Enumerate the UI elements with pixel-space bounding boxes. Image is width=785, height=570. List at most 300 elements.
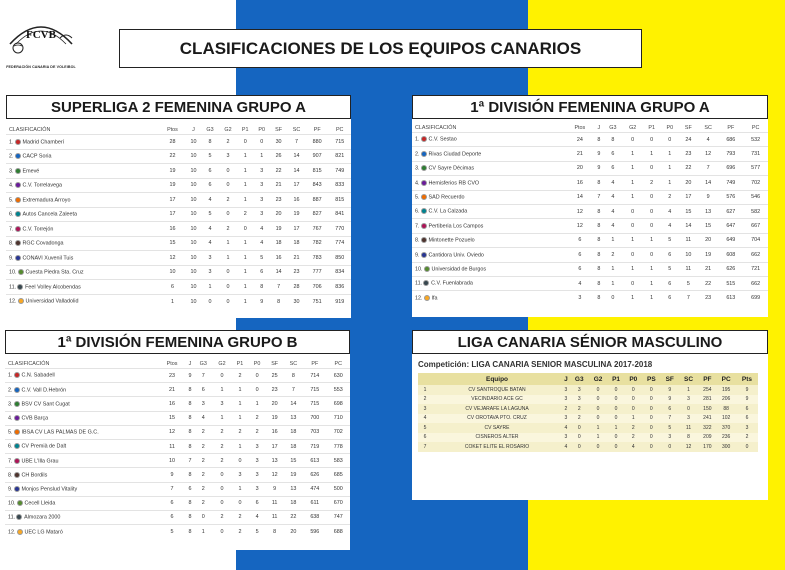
team-cell — [5, 510, 158, 524]
stat-cell: 702 — [743, 176, 768, 190]
stat-cell: 611 — [303, 496, 326, 510]
stat-cell: 3 — [194, 397, 213, 411]
team-cell — [5, 397, 158, 411]
table-row[interactable] — [6, 265, 351, 280]
column-header-team: CLASIFICACIÓN — [9, 126, 51, 133]
stat-cell: 3 — [736, 423, 758, 433]
stat-cell: 28 — [287, 280, 306, 295]
position: 3 — [418, 404, 432, 414]
table-header — [412, 123, 768, 133]
team-name: Monjos Penslud Vitality — [21, 486, 78, 493]
stat-cell: 3 — [562, 385, 570, 395]
table-row[interactable] — [5, 425, 350, 439]
stat-cell: 0 — [219, 178, 237, 193]
stat-cell: 15 — [698, 219, 719, 233]
stat-cell: 24 — [565, 133, 595, 147]
stat-cell: 1 — [643, 291, 661, 305]
stat-cell: 19 — [284, 468, 304, 482]
stat-cell: 370 — [716, 423, 736, 433]
team-shield-icon — [15, 197, 21, 203]
table-row[interactable] — [412, 233, 768, 247]
stat-cell: 0 — [213, 496, 232, 510]
stat-cell: 6 — [603, 147, 623, 161]
team-shield-icon — [424, 295, 430, 301]
table-row[interactable] — [5, 411, 350, 425]
stat-cell: 1 — [237, 251, 253, 266]
table-row[interactable] — [5, 383, 350, 397]
stat-cell: 2 — [736, 433, 758, 443]
stat-cell: 0 — [607, 385, 624, 395]
standings-table-canaria — [418, 373, 758, 452]
stat-cell: 8 — [270, 294, 287, 309]
stat-cell: 1 — [231, 411, 248, 425]
stat-cell: 778 — [327, 439, 350, 453]
stat-cell: 2 — [213, 510, 232, 524]
stat-cell: 23 — [270, 193, 287, 208]
stat-cell: 1 — [623, 262, 643, 276]
stat-cell: 1 — [231, 383, 248, 397]
stat-cell: 1 — [194, 525, 213, 539]
table-row[interactable] — [418, 423, 758, 433]
stat-cell: 0 — [570, 433, 589, 443]
stat-cell: 23 — [158, 369, 186, 383]
logo-subtitle: FEDERACIÓN CANARIA DE VOLEIBOL — [6, 65, 76, 69]
stat-cell: 1 — [213, 411, 232, 425]
logo-text: FCVB — [26, 29, 56, 41]
stat-cell: 21 — [565, 147, 595, 161]
stat-cell: 0 — [607, 433, 624, 443]
stat-cell: 30 — [270, 135, 287, 150]
stat-cell: 17 — [159, 193, 186, 208]
table-row[interactable] — [5, 454, 350, 468]
stat-cell: 1 — [679, 385, 699, 395]
stat-cell: 685 — [327, 468, 350, 482]
team-cell — [6, 193, 159, 208]
panel-primera-b — [5, 330, 350, 550]
column-header: G2 — [218, 360, 226, 367]
stat-cell: 9 — [595, 161, 603, 175]
column-header: G2 — [224, 126, 232, 133]
column-header: P0 — [258, 126, 265, 133]
team-name: Cuesta Piedra Sta. Cruz — [25, 269, 84, 276]
column-header: SF — [661, 373, 679, 385]
stat-cell: 696 — [718, 161, 743, 175]
table-row[interactable] — [6, 251, 351, 266]
table-header — [5, 359, 350, 369]
stat-cell: 5 — [679, 276, 698, 290]
stat-cell: 3 — [661, 433, 679, 443]
table-row[interactable] — [6, 193, 351, 208]
stat-cell: 7 — [186, 454, 194, 468]
team-cell — [412, 219, 565, 233]
stat-cell: 10 — [186, 294, 201, 309]
stat-cell: 841 — [328, 207, 351, 222]
stat-cell: 2 — [194, 496, 213, 510]
column-header: P1 — [236, 360, 244, 367]
table-row[interactable] — [6, 207, 351, 222]
column-header: PC — [716, 373, 736, 385]
table-row[interactable] — [412, 176, 768, 190]
table-row[interactable] — [6, 280, 351, 295]
column-header: PC — [334, 360, 342, 367]
table-row[interactable] — [412, 161, 768, 175]
stat-cell: 596 — [303, 525, 326, 539]
stat-cell: 8 — [186, 383, 194, 397]
stat-cell: 20 — [266, 397, 284, 411]
team-shield-icon — [14, 486, 20, 492]
team-name: BSV CV Sant Cugat — [21, 401, 70, 408]
team-cell — [5, 525, 158, 539]
position: 2 — [418, 395, 432, 405]
team-name: CV VEJARAFE LA LAGUNA — [432, 404, 562, 414]
team-name: Extremadura Arroyo — [22, 196, 71, 203]
team-shield-icon — [421, 136, 427, 142]
stat-cell: 719 — [303, 439, 326, 453]
table-row[interactable] — [5, 369, 350, 383]
team-cell — [412, 233, 565, 247]
position: 1. — [8, 372, 13, 379]
position: 5 — [418, 423, 432, 433]
table-row[interactable] — [6, 135, 351, 150]
table-row[interactable] — [418, 385, 758, 395]
stat-cell: 3 — [201, 251, 219, 266]
stat-cell: 3 — [565, 291, 595, 305]
stat-cell: 626 — [303, 468, 326, 482]
stat-cell: 7 — [158, 482, 186, 496]
team-name: CV Sayre Décimas — [428, 165, 475, 172]
stat-cell: 10 — [158, 454, 186, 468]
stat-cell: 3 — [679, 395, 699, 405]
stat-cell: 887 — [306, 193, 329, 208]
team-shield-icon — [15, 240, 21, 246]
team-name: C.V. La Calzada — [428, 208, 468, 215]
table-row[interactable] — [5, 439, 350, 453]
stat-cell: 6 — [736, 414, 758, 424]
stat-cell: 0 — [249, 369, 266, 383]
position: 9. — [415, 252, 420, 259]
stat-cell: 0 — [231, 496, 248, 510]
competition-heading: Competición: LIGA CANARIA SENIOR MASCULINA 2017-2018 — [418, 360, 653, 369]
stat-cell: 2 — [231, 369, 248, 383]
stat-cell: 749 — [718, 176, 743, 190]
stat-cell: 2 — [570, 414, 589, 424]
table-row[interactable] — [412, 133, 768, 147]
stat-cell: 793 — [718, 147, 743, 161]
stat-cell: 843 — [306, 178, 329, 193]
stat-cell: 919 — [328, 294, 351, 309]
stat-cell: 0 — [237, 135, 253, 150]
position: 6. — [9, 211, 14, 218]
stat-cell: 8 — [595, 248, 603, 262]
team-cell — [6, 294, 159, 309]
column-header: PF — [313, 126, 321, 133]
team-shield-icon — [423, 280, 429, 286]
stat-cell: 782 — [306, 236, 329, 251]
stat-cell: 8 — [679, 433, 699, 443]
stat-cell: 515 — [718, 276, 743, 290]
position: 1. — [415, 136, 420, 143]
stat-cell: 2 — [625, 423, 642, 433]
stat-cell: 9 — [736, 385, 758, 395]
stat-cell: 500 — [327, 482, 350, 496]
position: 4. — [8, 415, 13, 422]
table-row[interactable] — [5, 525, 350, 539]
stat-cell: 4 — [253, 236, 269, 251]
column-header: P1 — [241, 126, 249, 133]
table-row[interactable] — [418, 395, 758, 405]
stat-cell: 5 — [253, 251, 269, 266]
team-shield-icon — [15, 168, 21, 174]
stat-cell: 613 — [303, 454, 326, 468]
stat-cell: 5 — [661, 423, 679, 433]
stat-cell: 546 — [743, 190, 768, 204]
stat-cell: 4 — [698, 133, 719, 147]
table-row[interactable] — [6, 149, 351, 164]
team-name: C.V. Sestao — [428, 136, 457, 143]
team-name: CV SAYRE — [432, 423, 562, 433]
position: 6 — [418, 433, 432, 443]
table-row[interactable] — [418, 442, 758, 452]
panel-canaria — [412, 330, 768, 500]
stat-cell: 6 — [158, 496, 186, 510]
team-cell — [6, 135, 159, 150]
stat-cell: 710 — [327, 411, 350, 425]
stat-cell: 608 — [718, 248, 743, 262]
position: 7. — [8, 457, 13, 464]
stat-cell: 715 — [303, 397, 326, 411]
stat-cell: 6 — [249, 496, 266, 510]
stat-cell: 688 — [327, 525, 350, 539]
stat-cell: 2 — [231, 510, 248, 524]
stat-cell: 1 — [603, 276, 623, 290]
stat-cell: 209 — [698, 433, 716, 443]
table-row[interactable] — [412, 291, 768, 305]
stat-cell: 0 — [603, 291, 623, 305]
stat-cell: 0 — [642, 385, 661, 395]
team-shield-icon — [421, 180, 427, 186]
position: 7. — [415, 223, 420, 230]
position: 2. — [8, 386, 13, 393]
table-row[interactable] — [5, 468, 350, 482]
table-row[interactable] — [5, 397, 350, 411]
stat-cell: 3 — [253, 164, 269, 179]
stat-cell: 0 — [679, 404, 699, 414]
panel-primera-a — [412, 95, 768, 317]
stat-cell: 8 — [266, 525, 284, 539]
stat-cell: 20 — [284, 525, 304, 539]
table-row[interactable] — [5, 510, 350, 524]
stat-cell: 23 — [679, 147, 698, 161]
stat-cell: 4 — [253, 222, 269, 237]
stat-cell: 15 — [159, 236, 186, 251]
stat-cell: 5 — [201, 149, 219, 164]
table-row[interactable] — [412, 248, 768, 262]
stat-cell: 0 — [589, 404, 608, 414]
stat-cell: 0 — [253, 135, 269, 150]
stat-cell: 3 — [249, 454, 266, 468]
position: 3. — [8, 401, 13, 408]
table-row[interactable] — [6, 222, 351, 237]
team-shield-icon — [421, 151, 427, 157]
stat-cell: 18 — [287, 236, 306, 251]
stat-cell: 3 — [213, 397, 232, 411]
table-row[interactable] — [5, 496, 350, 510]
stat-cell: 834 — [328, 265, 351, 280]
stat-cell: 0 — [643, 133, 661, 147]
stat-cell: 23 — [266, 383, 284, 397]
team-name: Madrid Chamberí — [22, 138, 65, 145]
stat-cell: 206 — [716, 395, 736, 405]
stat-cell: 0 — [643, 161, 661, 175]
stat-cell: 783 — [306, 251, 329, 266]
stat-cell: 1 — [643, 276, 661, 290]
team-name: COKET ELITE EL ROSARIO — [432, 442, 562, 452]
table-row[interactable] — [412, 190, 768, 204]
stat-cell: 18 — [270, 236, 287, 251]
team-name: CV SANTROQUE BATAN — [432, 385, 562, 395]
stat-cell: 1 — [623, 291, 643, 305]
stat-cell: 9 — [253, 294, 269, 309]
stat-cell: 0 — [623, 204, 643, 218]
table-row[interactable] — [6, 164, 351, 179]
stat-cell: 10 — [186, 164, 201, 179]
stat-cell: 16 — [270, 251, 287, 266]
table-row[interactable] — [5, 482, 350, 496]
stat-cell: 19 — [698, 248, 719, 262]
table-row[interactable] — [412, 262, 768, 276]
stat-cell: 0 — [219, 164, 237, 179]
stat-cell: 670 — [327, 496, 350, 510]
stat-cell: 2 — [219, 135, 237, 150]
stat-cell: 18 — [284, 425, 304, 439]
table-row[interactable] — [6, 294, 351, 309]
stat-cell: 2 — [219, 193, 237, 208]
table-row[interactable] — [412, 219, 768, 233]
stat-cell: 6 — [565, 233, 595, 247]
stat-cell: 1 — [237, 178, 253, 193]
stat-cell: 20 — [565, 161, 595, 175]
stat-cell: 0 — [570, 423, 589, 433]
stat-cell: 195 — [716, 385, 736, 395]
team-shield-icon — [15, 255, 21, 261]
stat-cell: 0 — [661, 442, 679, 452]
stat-cell: 9 — [186, 369, 194, 383]
team-cell — [6, 222, 159, 237]
position: 6. — [8, 443, 13, 450]
stat-cell: 2 — [194, 468, 213, 482]
table-row[interactable] — [418, 414, 758, 424]
stat-cell: 8 — [253, 280, 269, 295]
stat-cell: 19 — [270, 222, 287, 237]
stat-cell: 15 — [679, 204, 698, 218]
column-header: Ptos — [167, 126, 178, 133]
stat-cell: 281 — [698, 395, 716, 405]
team-shield-icon — [421, 165, 427, 171]
stat-cell: 0 — [623, 219, 643, 233]
team-shield-icon — [17, 529, 23, 535]
position: 2. — [9, 153, 14, 160]
stat-cell: 2 — [562, 404, 570, 414]
stat-cell: 3 — [249, 468, 266, 482]
column-header: J — [562, 373, 570, 385]
stat-cell: 0 — [661, 133, 679, 147]
team-cell — [6, 265, 159, 280]
stat-cell: 0 — [642, 395, 661, 405]
stat-cell: 0 — [736, 442, 758, 452]
stat-cell: 7 — [698, 161, 719, 175]
team-name: VECINDARIO ACE GC — [432, 395, 562, 405]
table-row[interactable] — [418, 433, 758, 443]
stat-cell: 10 — [186, 178, 201, 193]
stat-cell: 22 — [159, 149, 186, 164]
stat-cell: 10 — [186, 222, 201, 237]
position: 1. — [9, 138, 14, 145]
position: 7. — [9, 225, 14, 232]
stat-cell: 907 — [306, 149, 329, 164]
stat-cell: 3 — [570, 385, 589, 395]
table-row[interactable] — [412, 276, 768, 290]
table-row[interactable] — [412, 147, 768, 161]
stat-cell: 8 — [595, 219, 603, 233]
stat-cell: 15 — [158, 411, 186, 425]
stat-cell: 6 — [661, 404, 679, 414]
stat-cell: 16 — [565, 176, 595, 190]
stat-cell: 22 — [270, 164, 287, 179]
stat-cell: 3 — [570, 395, 589, 405]
team-shield-icon — [16, 514, 22, 520]
stat-cell: 12 — [159, 251, 186, 266]
team-name: Universidad de Burgos — [431, 266, 487, 273]
position: 5. — [9, 196, 14, 203]
stat-cell: 6 — [201, 178, 219, 193]
stat-cell: 13 — [266, 454, 284, 468]
team-shield-icon — [18, 298, 24, 304]
column-header: G3 — [609, 124, 617, 131]
position: 7 — [418, 442, 432, 452]
table-row[interactable] — [418, 404, 758, 414]
stat-cell: 662 — [743, 248, 768, 262]
stat-cell: 1 — [623, 176, 643, 190]
column-header: J — [597, 124, 601, 131]
stat-cell: 747 — [327, 510, 350, 524]
stat-cell: 0 — [642, 404, 661, 414]
table-row[interactable] — [412, 204, 768, 218]
column-header: Ptos — [574, 124, 586, 131]
team-name: Hemisferios RB CVO — [428, 180, 480, 187]
team-shield-icon — [15, 153, 21, 159]
stat-cell: 714 — [303, 369, 326, 383]
stat-cell: 702 — [327, 425, 350, 439]
stat-cell: 5 — [661, 233, 679, 247]
stat-cell: 1 — [625, 414, 642, 424]
position: 10. — [415, 266, 423, 273]
page-title: CLASIFICACIONES DE LOS EQUIPOS CANARIOS — [119, 29, 642, 68]
team-name: IBSA CV LAS PALMAS DE G.C. — [21, 429, 99, 436]
stat-cell: 4 — [201, 236, 219, 251]
stat-cell: 7 — [595, 190, 603, 204]
column-header: PF — [698, 373, 716, 385]
stat-cell: 850 — [328, 251, 351, 266]
table-row[interactable] — [6, 236, 351, 251]
stat-cell: 1 — [623, 233, 643, 247]
stat-cell: 254 — [698, 385, 716, 395]
position: 12. — [415, 295, 423, 302]
stat-cell: 19 — [266, 411, 284, 425]
team-cell — [412, 204, 565, 218]
table-row[interactable] — [6, 178, 351, 193]
stat-cell: 6 — [565, 248, 595, 262]
stat-cell: 9 — [698, 190, 719, 204]
